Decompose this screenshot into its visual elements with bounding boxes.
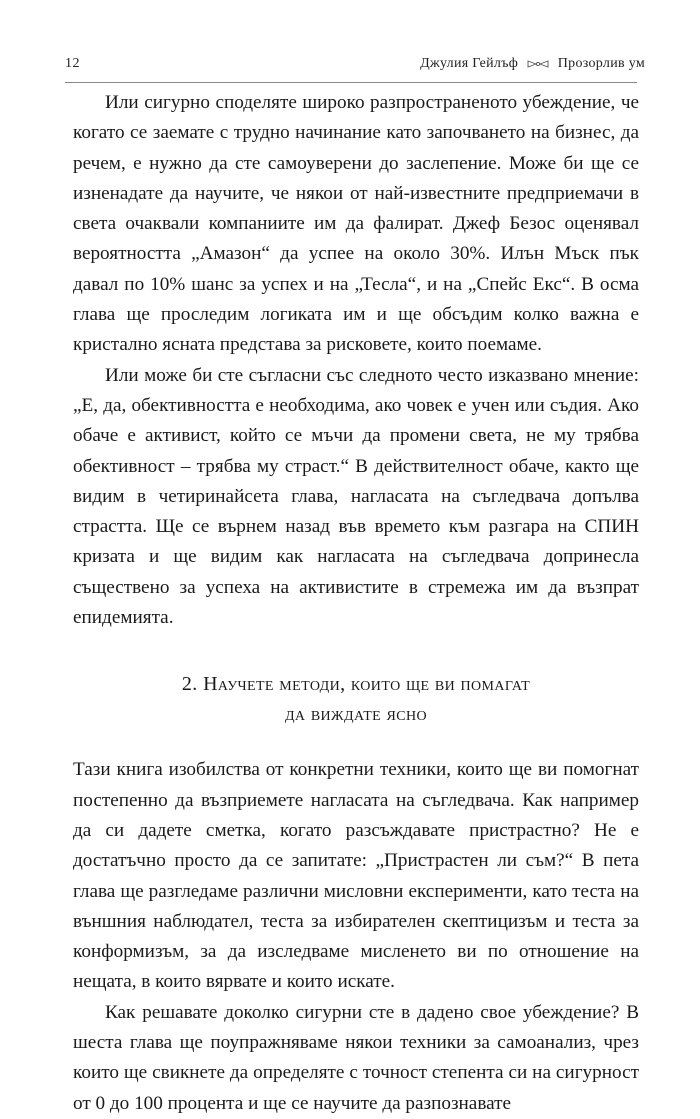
section-heading-line: да виждате ясно (284, 703, 428, 726)
paragraph: Тази книга изобилства от конкретни техники, които ще ви помогнат постепенно да възприемете нагласата на съгледвача. Как например да си дадете сметка, когато разсъждавате пристрастно? Не е достатъчно просто да се запитате: „Пристрастен ли съм?“ В пета глава ще разгледаме различни мисловни експерименти, като теста на външния наблюдател, теста за избирателен скептицизъм и теста за конформизъм, за да изследваме мисленето ви по отношение на нещата, в които вярвате и които искате. (73, 759, 639, 993)
header-rule (65, 82, 637, 83)
section-heading (73, 669, 639, 729)
book-title: Прозорлив ум (557, 56, 645, 71)
page-body (73, 88, 639, 1119)
paragraph: Или сигурно споделяте широко разпространеното убеждение, че когато се заемате с трудно начинание като започването на бизнес, да речем, е нужно да сте самоуверени до заслепение. Може би ще се изненадате да научите, че някои от най-известните предприемачи в света очаквали компаниите им да фалират. Джеф Безос оценявал вероятността „Амазон“ да успее на около 30%. Илън Мъск пък давал по 10% шанс за успех и на „Тесла“, и на „Спейс Екс“. В осма глава ще проследим логиката им и ще обсъдим колко важна е кристално ясната представа за рисковете, които поемаме. (73, 92, 639, 356)
ribbon-ornament-icon (527, 56, 549, 71)
running-head (420, 56, 645, 72)
book-page (65, 0, 645, 1114)
section-heading-line: 2. Научете методи, които ще ви помагат (181, 673, 531, 696)
page-number: 12 (65, 56, 80, 71)
paragraph: Или може би сте съгласни със следното често изказвано мнение: „Е, да, обективността е необходима, ако човек е учен или съдия. Ако обаче е активист, който се мъчи да промени света, не му трябва обективност – трябва му страст.“ В действителност обаче, както ще видим в четиринайсета глава, нагласата на съгледвача допълва страстта. Ще се върнем назад във времето към разгара на СПИН кризата и ще видим как нагласата на съгледвача допринесла съществено за успеха на активистите в стремежа им да възпрат епидемията. (73, 364, 639, 629)
paragraph: Как решавате доколко сигурни сте в дадено свое убеждение? В шеста глава ще поупражняваме някои техники за самоанализ, чрез които ще свикнете да определяте с точност степента си на сигурност от 0 до 100 процента и ще се научите да разпознавате (73, 1001, 639, 1114)
running-header (65, 56, 645, 76)
author-name: Джулия Гейлъф (420, 56, 519, 71)
